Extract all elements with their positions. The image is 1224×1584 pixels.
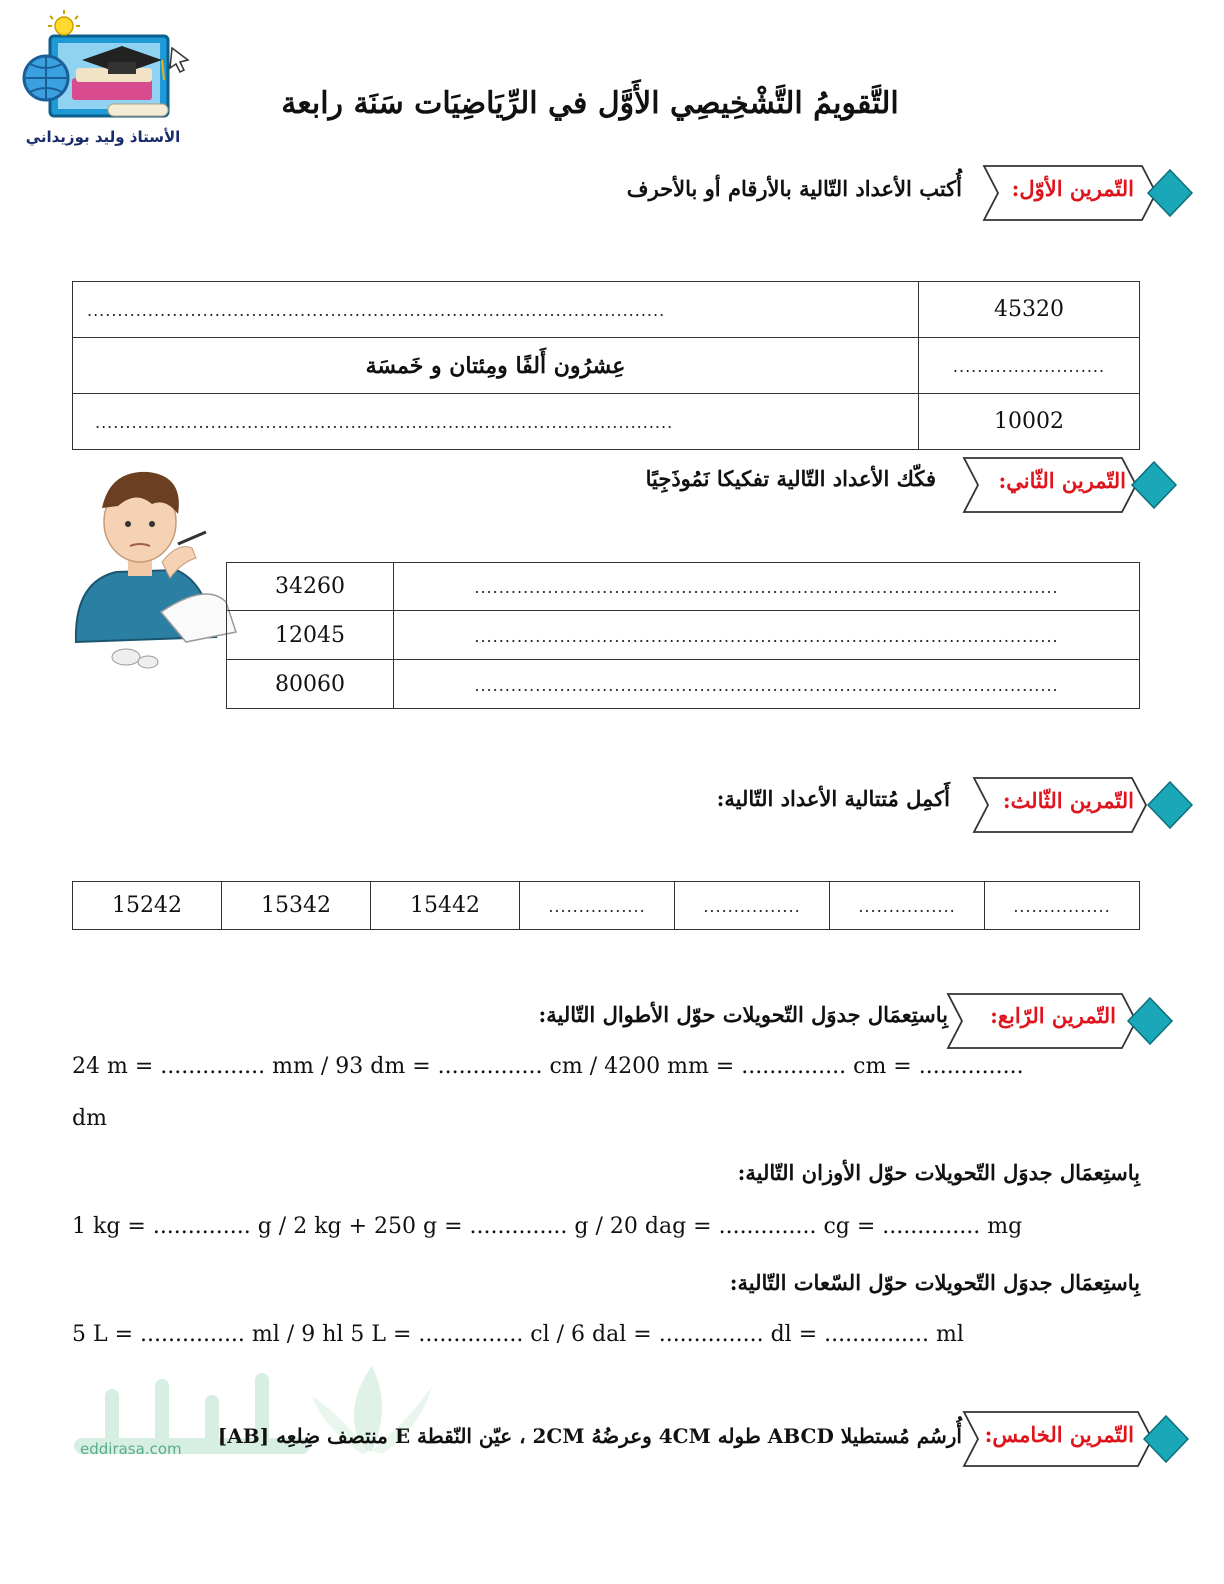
table-cell-text: عِشرُون أَلفًا ومِئتان و خَمسَة [73, 338, 919, 394]
table-cell-answer[interactable]: ................................................................................................ [394, 563, 1140, 611]
table-cell-text[interactable]: ............................................................................................... [73, 394, 919, 450]
table-row [73, 338, 1140, 394]
table-row [227, 611, 1140, 660]
table-cell-number[interactable]: ......................... [919, 338, 1140, 394]
exercise-3-instruction: أَكمِل مُتتالية الأعداد التّالية: [716, 786, 950, 811]
table-cell-answer[interactable]: ................................................................................................ [394, 660, 1140, 709]
exercise-3-tab [972, 770, 1196, 820]
exercise-4-instruction: بِاستِعمَال جدوَل التّحويلات حوّل الأطوال التّالية: [538, 1002, 948, 1027]
exercise-3-sequence-table [72, 881, 1140, 930]
exercise-1-table [72, 281, 1140, 450]
table-cell-answer[interactable]: ................................................................................................ [394, 611, 1140, 660]
table-cell-number: 80060 [227, 660, 394, 709]
table-cell-number: 34260 [227, 563, 394, 611]
table-row [73, 282, 1140, 338]
sequence-cell: 15342 [222, 882, 371, 930]
student-thinking-illustration [66, 462, 241, 677]
exercise-2-table [226, 562, 1140, 709]
exercise-1-instruction: أُكتب الأعداد التّالية بالأرقام أو بالأحرف [626, 176, 962, 201]
weights-instruction: بِاستِعمَال جدوَل التّحويلات حوّل الأوزان التّالية: [737, 1160, 1140, 1185]
exercise-2-instruction: فكّك الأعداد التّالية تفكيكا نَمُوذَجِيًا [645, 466, 936, 491]
exercise-2-label: التّمرين الثّاني: [998, 468, 1126, 493]
exercise-5-instruction: أُرسُم مُستطيلا ABCD طوله 4CM وعرضُهُ 2CM ، عيّن النّقطة E منتصف ضِلعِه [AB] [217, 1424, 962, 1448]
table-cell-text[interactable]: ............................................................................................... [73, 282, 919, 338]
table-row [227, 660, 1140, 709]
logo-caption: الأستاذ وليد بوزيداني [25, 128, 181, 146]
table-row [73, 394, 1140, 450]
sequence-cell-blank[interactable]: ................ [520, 882, 675, 930]
table-row [227, 563, 1140, 611]
table-cell-number: 10002 [919, 394, 1140, 450]
sequence-cell-blank[interactable]: ................ [830, 882, 985, 930]
exercise-2-tab [962, 450, 1186, 500]
table-cell-number: 45320 [919, 282, 1140, 338]
volumes-conversion-line[interactable]: 5 L = ............... ml / 9 hl 5 L = ............... cl / 6 dal = ............... dl = ............... ml [72, 1322, 964, 1347]
lengths-conversion-unit: dm [72, 1106, 107, 1131]
table-cell-number: 12045 [227, 611, 394, 660]
exercise-5-tab [962, 1404, 1192, 1454]
exercise-1-label: التّمرين الأوّل: [1011, 176, 1134, 201]
exercise-4-tab [946, 986, 1176, 1036]
sequence-cell: 15442 [371, 882, 520, 930]
weights-conversion-line[interactable]: 1 kg = .............. g / 2 kg + 250 g = .............. g / 20 dag = .............. cg = .............. mg [72, 1214, 1023, 1239]
table-row [73, 882, 1140, 930]
exercise-5-label: التّمرين الخامس: [984, 1422, 1134, 1447]
exercise-1-tab [972, 158, 1196, 208]
sequence-cell-blank[interactable]: ................ [985, 882, 1140, 930]
exercise-3-label: التّمرين الثّالث: [1002, 788, 1134, 813]
lengths-conversion-line[interactable]: 24 m = ............... mm / 93 dm = ............... cm / 4200 mm = ............... cm = ............... [72, 1054, 1024, 1079]
volumes-instruction: بِاستِعمَال جدوَل التّحويلات حوّل السّعات التّالية: [729, 1270, 1140, 1295]
watermark-url: eddirasa.com [80, 1440, 182, 1458]
sequence-cell: 15242 [73, 882, 222, 930]
sequence-cell-blank[interactable]: ................ [675, 882, 830, 930]
page-title: التَّقويمُ التَّشْخِيصِي الأَوَّل في الرِّيَاضِيَات سَنَة رابعة [281, 86, 899, 121]
exercise-4-label: التّمرين الرّابع: [990, 1003, 1116, 1028]
